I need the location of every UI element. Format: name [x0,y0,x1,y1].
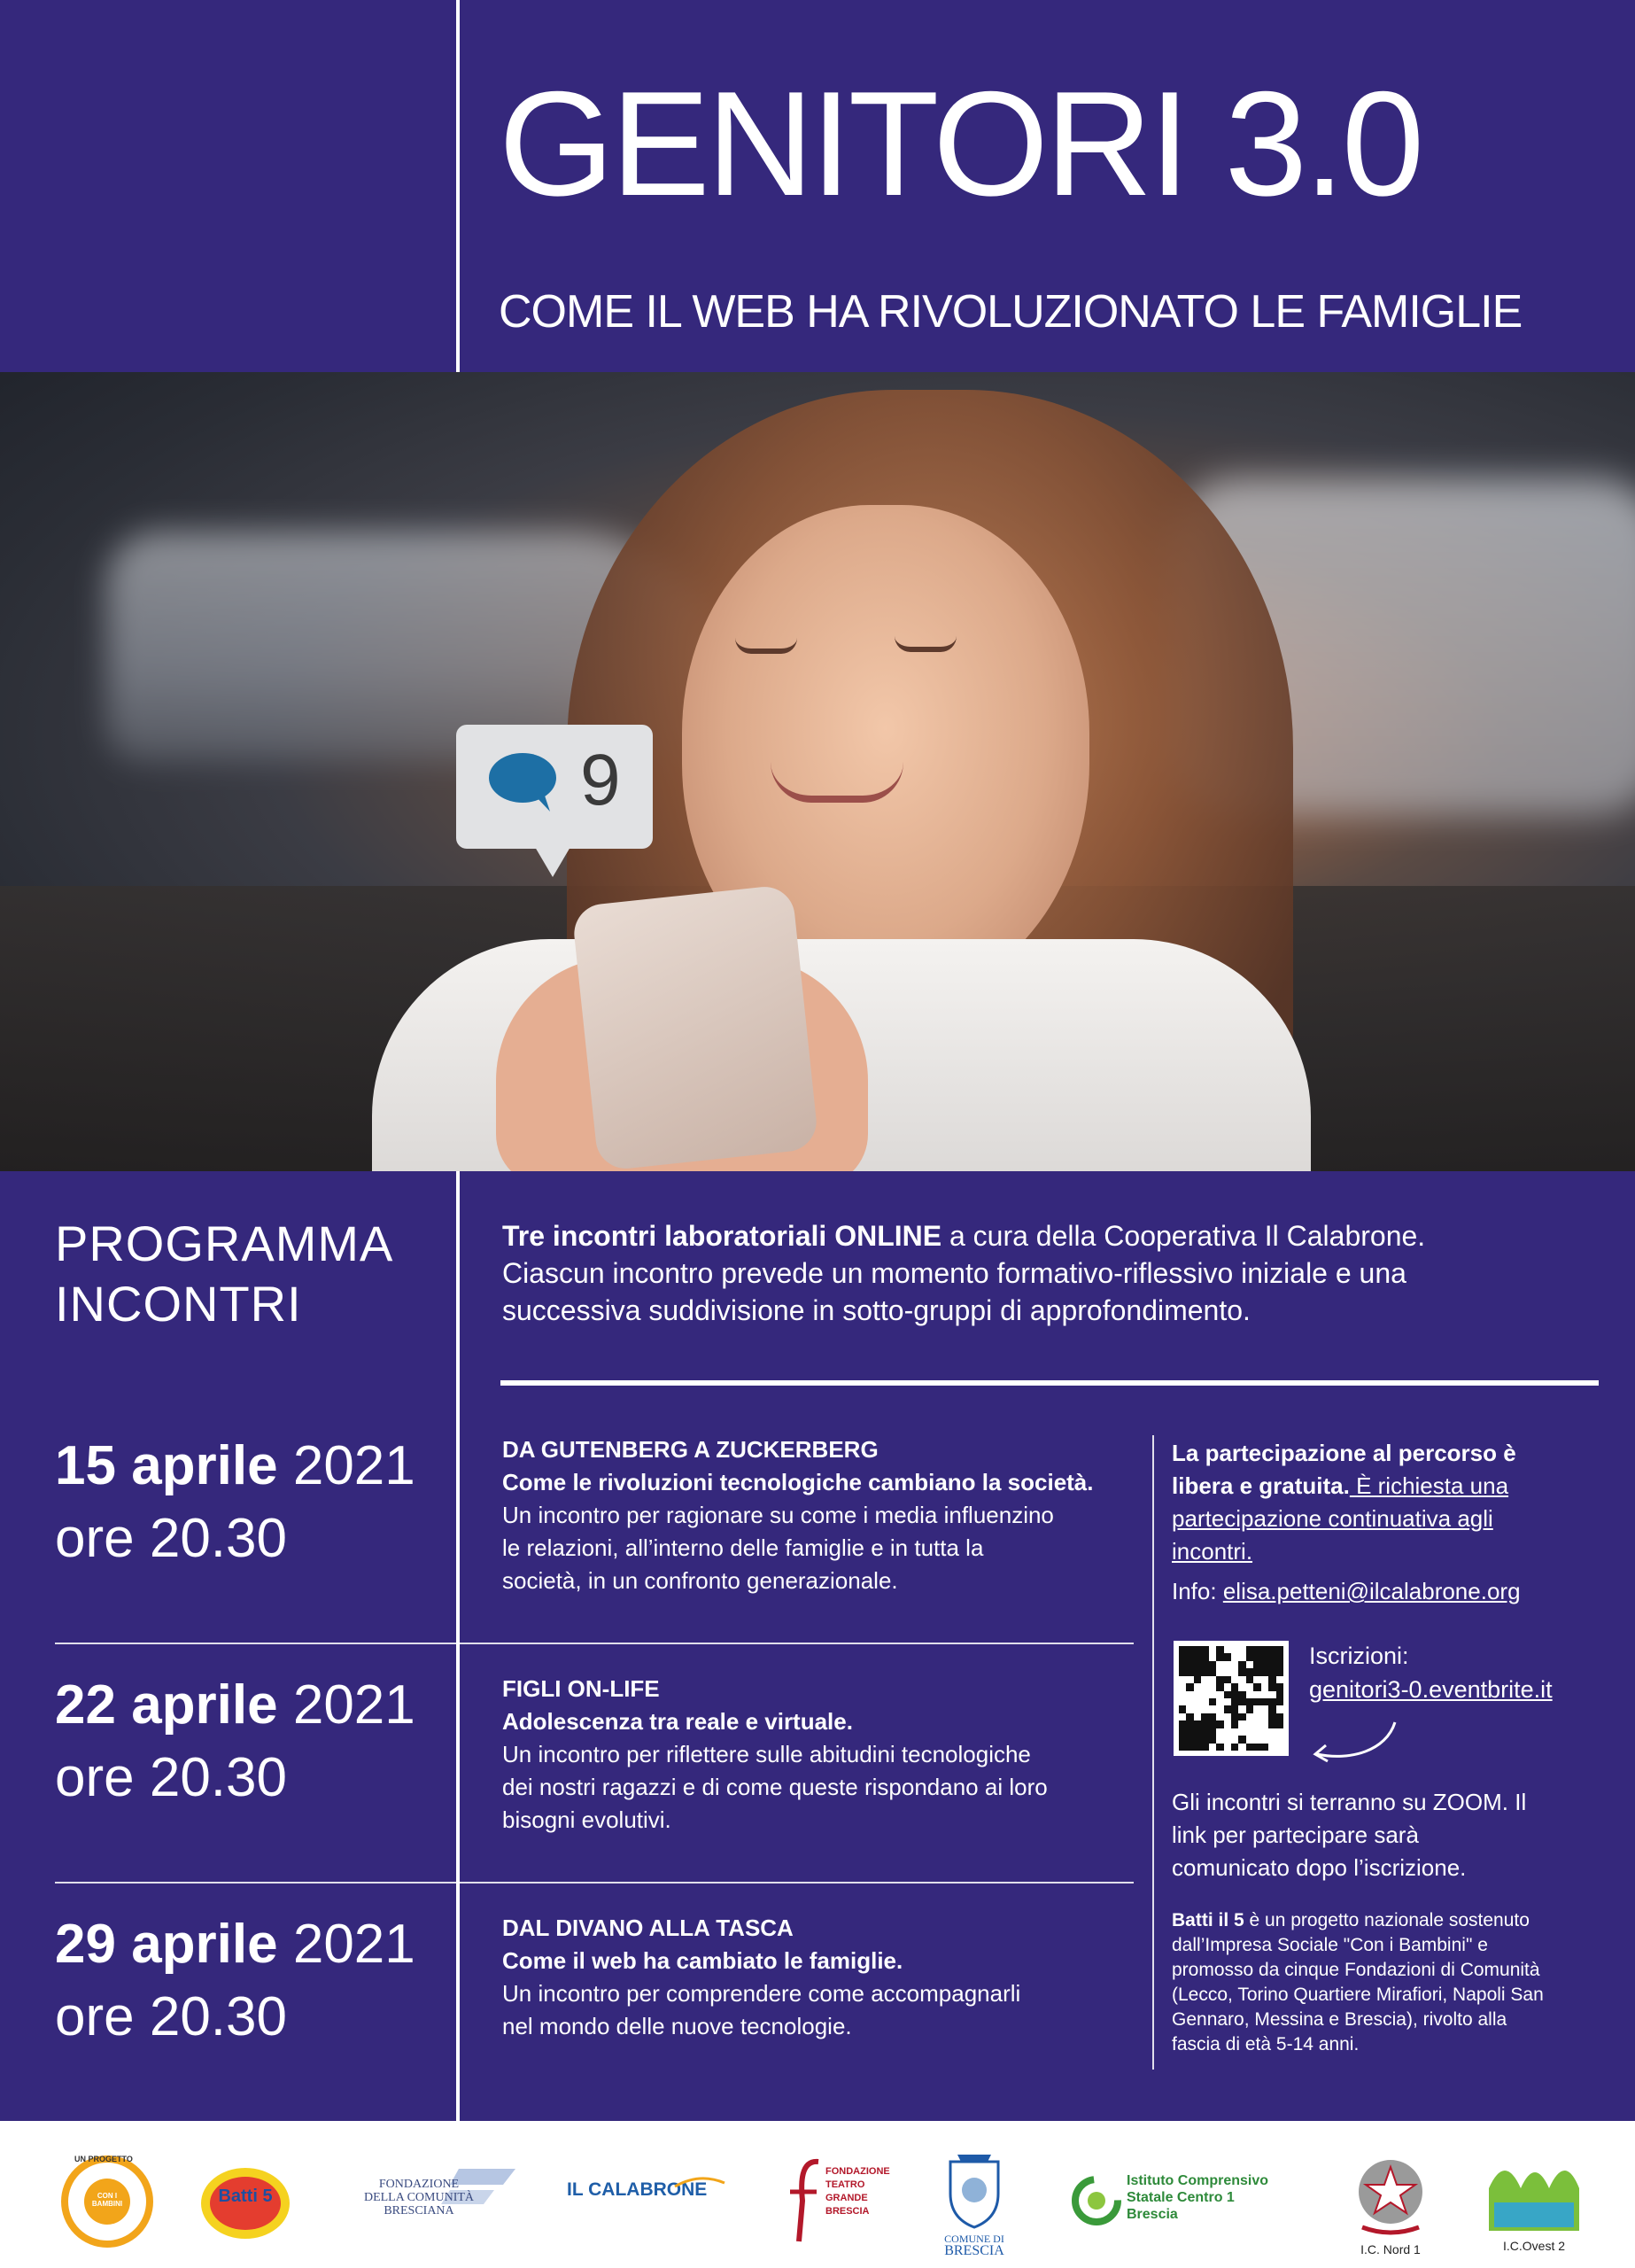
info-label: Info: [1172,1578,1223,1604]
girl-eye-left [735,638,797,654]
batti-line: dall’Impresa Sociale "Con i Bambini" e [1172,1935,1488,1955]
event-desc: Un incontro per ragionare su come i media influenzino [502,1502,1054,1528]
event-title: DAL DIVANO ALLA TASCA [502,1915,794,1941]
event-divider [55,1643,1134,1644]
zoom-info [1172,1786,1597,1884]
notification-tail [535,847,570,877]
intro-bold: Tre incontri laboratoriali ONLINE [502,1220,942,1252]
event-desc: nel mondo delle nuove tecnologie. [502,2013,852,2039]
batti-5-label: Batti 5 [218,2186,273,2206]
zoom-line: Gli incontri si terranno su ZOOM. Il [1172,1789,1527,1815]
batti-il-5-info [1172,1908,1597,2057]
fondazione-line: BRESCIANA [384,2204,454,2218]
ic-ovest-trees-icon [1485,2153,1583,2234]
event-date-day: 29 aprile [55,1914,278,1975]
brescia-crest-icon [943,2149,1005,2229]
event-date-year: 2021 [277,1674,415,1736]
ic-centro-label [1127,2172,1268,2223]
sidebar-divider [1152,1435,1154,2070]
program-heading [55,1214,393,1334]
girl-eye-right [895,636,957,652]
batti-line: promosso da cinque Fondazioni di Comunità [1172,1960,1540,1980]
event-title: FIGLI ON-LIFE [502,1675,660,1702]
ic-nord-label: I.C. Nord 1 [1360,2242,1421,2256]
intro-line2: Ciascun incontro prevede un momento formativo-riflessivo iniziale e una [502,1257,1406,1289]
fondazione-label [353,2178,485,2218]
event-desc: dei nostri ragazzi e di come queste rispondano ai loro [502,1774,1048,1800]
chat-bubble-icon [486,751,559,813]
lower-divider [456,1171,460,2121]
logo-ic-nord-1 [1346,2153,1435,2259]
italian-republic-emblem-icon [1355,2153,1426,2238]
qr-code-pattern [1179,1646,1283,1751]
event-date-year: 2021 [277,1914,415,1975]
event-time: ore 20.30 [55,1508,287,1569]
notification-count: 9 [580,740,621,820]
calabrone-label: IL CALABRONE [567,2179,708,2200]
event-date-day: 15 aprile [55,1435,278,1496]
program-panel [0,1171,1635,2121]
ic-centro-line: Istituto Comprensivo [1127,2173,1269,2188]
event-details [502,1673,1140,1837]
participation-free: libera e gratuita. [1172,1472,1350,1499]
event-subtitle: Come le rivoluzioni tecnologiche cambiano la società. [502,1469,1094,1495]
participation-line1: La partecipazione al percorso è [1172,1440,1516,1466]
logo-batti-5 [197,2163,294,2243]
event-date-year: 2021 [277,1435,415,1496]
teatro-label [825,2165,890,2218]
page-subtitle: COME IL WEB HA RIVOLUZIONATO LE FAMIGLIE [499,286,1523,338]
event-divider [55,1882,1134,1884]
event-desc: bisogni evolutivi. [502,1806,671,1833]
teatro-line: GRANDE [825,2193,868,2203]
con-i-bambini-label: CON I BAMBINI [91,2192,123,2208]
logo-fondazione-comunita-bresciana [353,2165,521,2227]
registration-label: Iscrizioni: [1309,1643,1409,1669]
event-date [55,1430,415,1575]
participation-note: partecipazione continuativa agli [1172,1505,1493,1532]
intro-line3: successiva suddivisione in sotto-gruppi di approfondimento. [502,1294,1251,1326]
event-desc: Un incontro per comprendere come accompagnarli [502,1980,1021,2007]
comune-line: BRESCIA [944,2243,1004,2258]
participation-info [1172,1437,1597,1608]
page-title: GENITORI 3.0 [499,60,1422,227]
logo-ic-ovest-2 [1481,2153,1587,2259]
logo-teatro-grande [783,2156,889,2245]
teatro-line: TEATRO [825,2179,865,2190]
program-intro [502,1217,1600,1329]
registration-link[interactable]: genitori3-0.eventbrite.it [1309,1676,1553,1703]
event-time: ore 20.30 [55,1986,287,2047]
curved-arrow-icon [1306,1715,1404,1768]
fondazione-line: FONDAZIONE [378,2178,460,2191]
event-title: DA GUTENBERG A ZUCKERBERG [502,1436,879,1463]
event-desc: Un incontro per riflettere sulle abitudini tecnologiche [502,1741,1031,1767]
ic-centro-line: Statale Centro 1 [1127,2190,1235,2205]
intro-divider [500,1380,1599,1386]
hero-photo [0,372,1635,1171]
logo-con-i-bambini [58,2153,156,2250]
logo-ic-centro-1 [1072,2171,1293,2233]
logo-comune-brescia [930,2149,1019,2264]
participation-note: incontri. [1172,1538,1253,1565]
batti-line: fascia di età 5-14 anni. [1172,2034,1360,2054]
zoom-line: comunicato dopo l’iscrizione. [1172,1854,1467,1881]
logo-il-calabrone [567,2179,726,2224]
event-details [502,1433,1140,1597]
header-divider [456,0,460,372]
smartphone [571,884,819,1171]
participation-note: È richiesta una [1349,1472,1509,1499]
event-desc: società, in un confronto generazionale. [502,1567,898,1594]
ic-centro-swirl-icon [1072,2176,1121,2225]
fondazione-line: DELLA COMUNITÀ [363,2191,475,2204]
header [0,0,1635,372]
registration-info [1309,1639,1553,1706]
batti-name: Batti il 5 [1172,1910,1244,1930]
batti-line: è un progetto nazionale sostenuto [1244,1910,1530,1930]
comune-line: COMUNE DI [944,2233,1004,2245]
ic-centro-line: Brescia [1127,2207,1178,2222]
info-email-link[interactable]: elisa.petteni@ilcalabrone.org [1222,1578,1521,1604]
program-heading-line2: INCONTRI [55,1276,302,1332]
event-desc: le relazioni, all’interno delle famiglie e in tutta la [502,1534,984,1561]
event-time: ore 20.30 [55,1747,287,1808]
sponsor-logos [0,2121,1635,2268]
qr-code[interactable] [1174,1641,1289,1756]
comune-label [930,2233,1019,2256]
teatro-line: FONDAZIONE [825,2166,890,2177]
program-heading-line1: PROGRAMMA [55,1216,394,1271]
event-details [502,1912,1140,2043]
girl-smile [771,762,903,803]
event-date-day: 22 aprile [55,1674,278,1736]
event-date [55,1669,415,1814]
calabrone-swoosh-icon [673,2176,726,2188]
batti-line: Gennaro, Messina e Brescia), rivolto alla [1172,2009,1507,2030]
ic-ovest-label: I.C.Ovest 2 [1502,2239,1566,2253]
event-date [55,1908,415,2054]
intro-rest: a cura della Cooperativa Il Calabrone. [941,1220,1426,1252]
con-i-bambini-top: UN PROGETTO [74,2155,133,2163]
zoom-line: link per partecipare sarà [1172,1821,1419,1848]
event-subtitle: Adolescenza tra reale e virtuale. [502,1708,853,1735]
event-subtitle: Come il web ha cambiato le famiglie. [502,1947,903,1974]
notification-card [456,725,653,849]
batti-line: (Lecco, Torino Quartiere Mirafiori, Napoli San [1172,1984,1544,2005]
teatro-line: BRESCIA [825,2206,870,2217]
